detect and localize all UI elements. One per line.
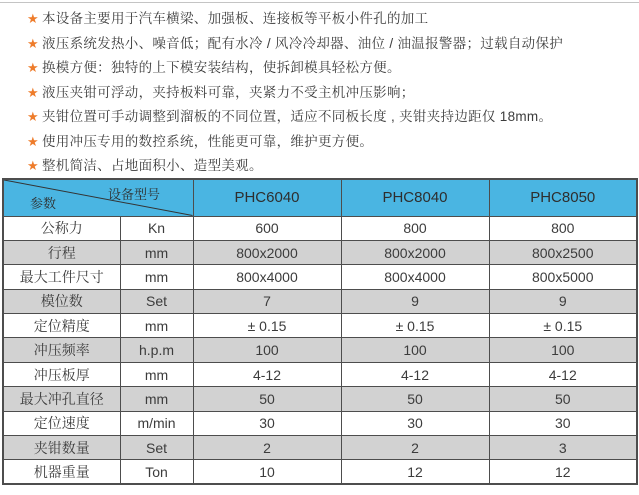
feature-item — [27, 56, 639, 81]
unit-cell: Set — [120, 436, 193, 460]
value-cell: 800x4000 — [341, 265, 489, 289]
feature-text: 夹钳位置可手动调整到溜板的不同位置，适应不同板长度 , 夹钳夹持边距仅 18mm。 — [41, 109, 553, 124]
table-row — [3, 289, 637, 313]
param-cell: 最大冲孔直径 — [3, 387, 120, 411]
value-cell: 800 — [341, 216, 489, 240]
header-param-label: 参数 — [30, 195, 57, 211]
header-model-label: 设备型号 — [108, 187, 161, 202]
unit-cell: mm — [120, 387, 193, 411]
unit-cell: m/min — [120, 411, 193, 435]
feature-item — [27, 7, 639, 32]
table-row — [3, 314, 637, 338]
value-cell: 100 — [341, 338, 489, 362]
param-cell: 模位数 — [3, 289, 120, 313]
model-header: PHC8050 — [489, 179, 637, 216]
table-row — [3, 411, 637, 435]
unit-cell: mm — [120, 265, 193, 289]
top-divider — [0, 2, 639, 3]
star-icon: ★ — [27, 11, 39, 26]
star-icon: ★ — [27, 109, 39, 124]
table-row — [3, 240, 637, 264]
unit-cell: mm — [120, 240, 193, 264]
param-cell: 夹钳数量 — [3, 436, 120, 460]
value-cell: 100 — [193, 338, 341, 362]
value-cell: ± 0.15 — [193, 314, 341, 338]
unit-cell: Kn — [120, 216, 193, 240]
star-icon: ★ — [27, 133, 39, 149]
value-cell: 10 — [193, 460, 341, 484]
param-cell: 最大工件尺寸 — [3, 265, 120, 289]
param-cell: 定位速度 — [3, 411, 120, 435]
param-cell: 定位精度 — [3, 314, 120, 338]
table-row — [3, 362, 637, 386]
feature-list — [27, 7, 639, 179]
value-cell: 2 — [341, 436, 489, 460]
value-cell: 30 — [193, 411, 341, 435]
table-header-row — [3, 179, 637, 216]
value-cell: 800x2500 — [489, 240, 637, 264]
spec-table — [2, 178, 638, 485]
unit-cell: mm — [120, 314, 193, 338]
feature-text: 整机简洁、占地面积小、造型美观。 — [41, 158, 263, 173]
value-cell: 800x5000 — [489, 265, 637, 289]
value-cell: 4-12 — [341, 362, 489, 386]
value-cell: 2 — [193, 436, 341, 460]
value-cell: 4-12 — [193, 362, 341, 386]
table-row — [3, 460, 637, 484]
star-icon: ★ — [27, 35, 39, 51]
unit-cell: Set — [120, 289, 193, 313]
table-row — [3, 265, 637, 289]
value-cell: 800x2000 — [193, 240, 341, 264]
star-icon: ★ — [27, 84, 39, 100]
feature-item — [27, 105, 639, 130]
param-cell: 冲压板厚 — [3, 362, 120, 386]
value-cell: 800x2000 — [341, 240, 489, 264]
star-icon: ★ — [27, 158, 39, 173]
value-cell: 3 — [489, 436, 637, 460]
table-row — [3, 338, 637, 362]
model-header: PHC8040 — [341, 179, 489, 216]
value-cell: 12 — [341, 460, 489, 484]
value-cell: 50 — [341, 387, 489, 411]
feature-item — [27, 154, 639, 179]
model-header: PHC6040 — [193, 179, 341, 216]
feature-text: 换模方便：独特的上下模安装结构，使拆卸模具轻松方便。 — [41, 60, 401, 75]
value-cell: 12 — [489, 460, 637, 484]
value-cell: 100 — [489, 338, 637, 362]
value-cell: 50 — [193, 387, 341, 411]
feature-item — [27, 81, 639, 106]
feature-text: 液压夹钳可浮动，夹持板料可靠，夹紧力不受主机冲压影响； — [41, 84, 415, 100]
value-cell: 800x4000 — [193, 265, 341, 289]
param-cell: 机器重量 — [3, 460, 120, 484]
table-row — [3, 436, 637, 460]
unit-cell: mm — [120, 362, 193, 386]
value-cell: 7 — [193, 289, 341, 313]
feature-text: 本设备主要用于汽车横梁、加强板、连接板等平板小件孔的加工 — [41, 11, 429, 26]
param-cell: 公称力 — [3, 216, 120, 240]
value-cell: 9 — [489, 289, 637, 313]
feature-text: 液压系统发热小、噪音低；配有水冷 / 风冷冷却器、油位 / 油温报警器；过载自动保护 — [41, 35, 564, 51]
param-cell: 行程 — [3, 240, 120, 264]
unit-cell: h.p.m — [120, 338, 193, 362]
table-row — [3, 387, 637, 411]
feature-text: 使用冲压专用的数控系统，性能更可靠，维护更方便。 — [41, 133, 374, 149]
value-cell: 30 — [489, 411, 637, 435]
value-cell: 30 — [341, 411, 489, 435]
spec-table-body — [3, 216, 637, 484]
star-icon: ★ — [27, 60, 39, 75]
feature-item — [27, 32, 639, 57]
value-cell: 50 — [489, 387, 637, 411]
value-cell: ± 0.15 — [341, 314, 489, 338]
feature-item — [27, 130, 639, 155]
value-cell: 4-12 — [489, 362, 637, 386]
param-cell: 冲压频率 — [3, 338, 120, 362]
unit-cell: Ton — [120, 460, 193, 484]
value-cell: ± 0.15 — [489, 314, 637, 338]
value-cell: 600 — [193, 216, 341, 240]
value-cell: 800 — [489, 216, 637, 240]
value-cell: 9 — [341, 289, 489, 313]
diagonal-header-cell — [3, 179, 193, 216]
table-row — [3, 216, 637, 240]
